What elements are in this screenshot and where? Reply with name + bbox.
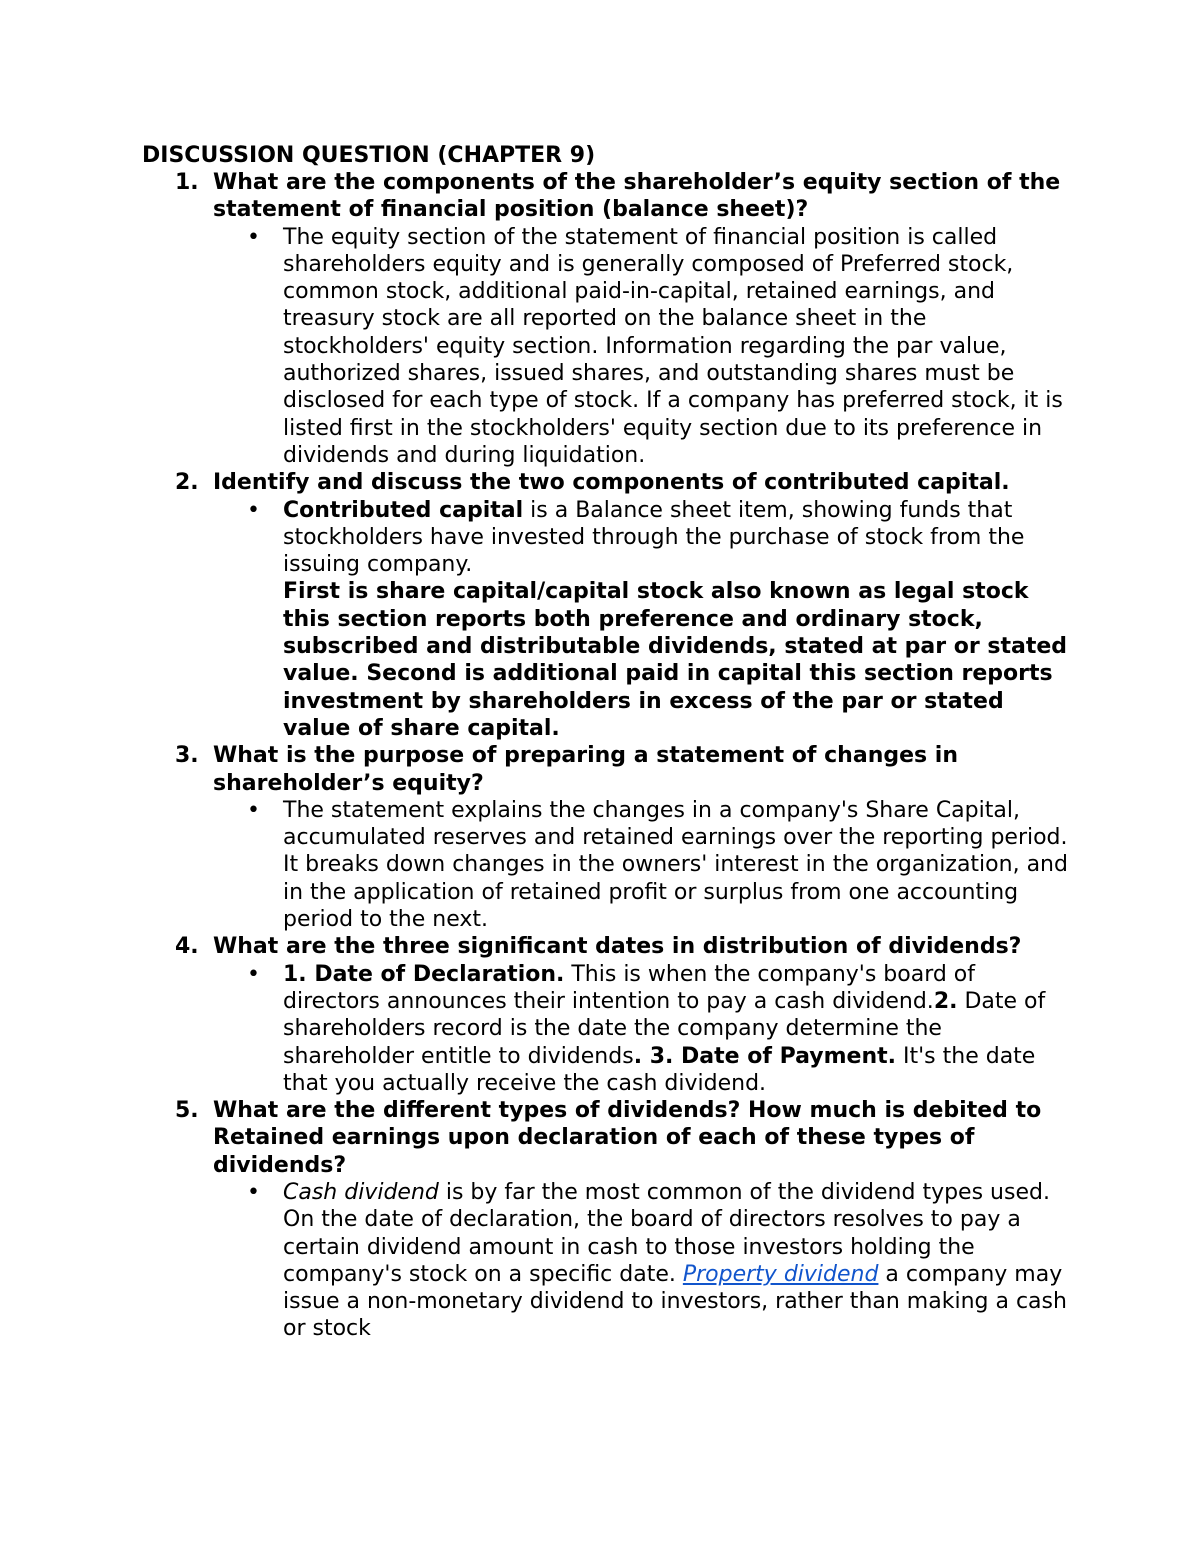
answer-text [283,1179,1073,1343]
answer-4 [0,961,1200,1097]
question-3 [0,742,1200,797]
bullet-icon: • [247,224,260,250]
date-declaration-label: 1. Date of Declaration. [283,961,565,987]
question-number: 1. [175,170,199,195]
answer-text [283,497,1073,743]
bullet-icon: • [247,1179,260,1205]
question-number: 3. [175,743,199,769]
question-2 [0,469,1200,496]
answer-3 [0,797,1200,933]
question-text: What is the purpose of preparing a statement of changes in shareholder’s equity? [213,743,958,796]
cash-dividend-text: is by far the most common of the dividend types used. On the date of declaration, the board of directors resolves to pay a certain dividend amount in cash to those investors holding the company's stock on a specific date. [283,1179,1050,1287]
date-payment-label: . 3. Date of Payment. [633,1043,897,1069]
date-payment-text: It's the date that you actually receive the cash dividend. [283,1043,1036,1096]
bullet-icon: • [247,497,260,523]
property-dividend-text: a company may issue a non-monetary dividend to investors, rather than making a cash or stock [283,1261,1067,1342]
cash-dividend-term: Cash dividend [283,1179,439,1205]
answer-text: The statement explains the changes in a company's Share Capital, accumulated reserves and retained earnings over the reporting period. It breaks down changes in the owners' interest in the organization, and in the application of retained profit or surplus from one accounting period to the next. [283,797,1068,933]
question-5 [0,1097,1200,1179]
date-record-text: Date of shareholders record is the date the company determine the shareholder entitle to dividends [283,988,1046,1069]
answer-definition: is a Balance sheet item, showing funds that stockholders have invested through the purchase of stock from the issuing company. [283,497,1025,578]
bullet-icon: • [247,961,260,987]
question-list [0,169,1200,1343]
question-number: 4. [175,934,199,960]
question-4 [0,933,1200,960]
question-text: What are the different types of dividends? How much is debited to Retained earnings upon declaration of each of these types of dividends? [213,1098,1042,1178]
date-declaration-text: This is when the company's board of directors announces their intention to pay a cash dividend. [283,961,976,1014]
document-title: DISCUSSION QUESTION (CHAPTER 9) [142,143,596,168]
answer-emphasis: First is share capital/capital stock also known as legal stock this section reports both preference and ordinary stock, subscribed and distributable dividends, stated at par or stated value. Second is additional paid in capital this section reports investment by shareholders in excess of the par or stated value of share capital. [283,579,1068,741]
answer-term: Contributed capital [283,497,524,523]
answer-5 [0,1179,1200,1343]
question-text: What are the three significant dates in distribution of dividends? [213,934,1022,960]
question-number: 5. [175,1098,199,1124]
question-text: What are the components of the shareholder’s equity section of the statement of financial position (balance sheet)? [213,170,1061,223]
date-record-label: 2. [933,988,958,1014]
bullet-icon: • [247,797,260,823]
answer-1 [0,224,1200,470]
answer-2 [0,497,1200,743]
property-dividend-link[interactable]: Property dividend [682,1261,879,1287]
question-text: Identify and discuss the two components of contributed capital. [213,470,1010,496]
answer-text: The equity section of the statement of financial position is called shareholders equity and is generally composed of Preferred stock, common stock, additional paid-in-capital, retained earnings, and treasury stock are all reported on the balance sheet in the stockholders' equity section. Information regarding the par value, authorized shares, issued shares, and outstanding shares must be disclosed for each type of stock. If a company has preferred stock, it is listed first in the stockholders' equity section due to its preference in dividends and during liquidation. [283,224,1063,468]
question-number: 2. [175,470,199,496]
answer-text [283,961,1073,1097]
question-1 [0,169,1200,224]
